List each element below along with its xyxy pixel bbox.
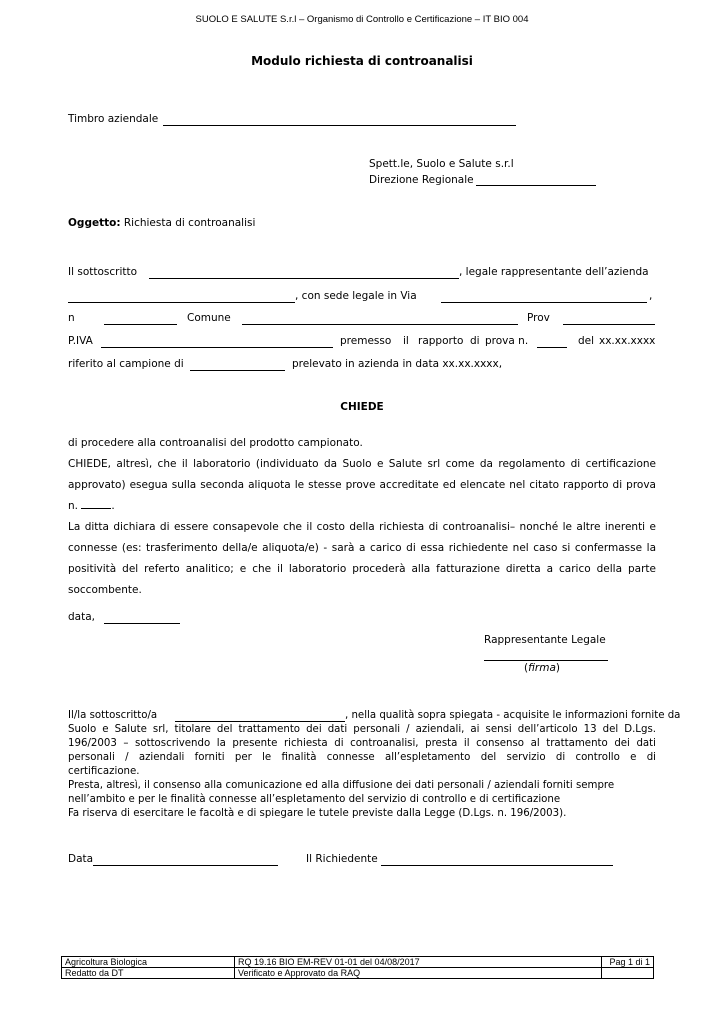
prov-label: Prov	[527, 312, 550, 324]
chiede-heading: CHIEDE	[340, 401, 384, 413]
signature-label: Rappresentante Legale	[484, 634, 606, 646]
il-text: il	[403, 335, 409, 347]
body-p2-end: n. .	[68, 500, 115, 512]
riferito-label: riferito al campione di	[68, 358, 184, 370]
footer-page: Pag 1 di 1	[602, 957, 654, 968]
rapporto-text: rapporto	[418, 335, 464, 347]
bottom-data-field[interactable]	[93, 865, 278, 866]
campione-field[interactable]	[190, 370, 285, 371]
oggetto-text: Richiesta di controanalisi	[123, 217, 256, 229]
consent-line1: Il/la sottoscritto/a , nella qualità sopra spiegata - acquisite le informazioni fornite da	[68, 710, 681, 721]
legale-label: , legale rappresentante dell’azienda	[459, 266, 649, 278]
consent-line7: nell’ambito e per le finalità connesse all’espletamento del servizio di controllo e di certificazione	[68, 794, 561, 805]
azienda-field[interactable]	[68, 302, 295, 303]
body-p2-line2: approvato) esegua sulla seconda aliquota le stesse prove accreditate ed elencate nel citato rapporto di prova	[68, 479, 656, 491]
n-label: n	[68, 312, 75, 324]
del-label: del	[578, 335, 595, 347]
sede-label: , con sede legale in Via	[295, 290, 417, 302]
consent-line6: Presta, altresì, il consenso alla comunicazione ed alla diffusione dei dati personali / aziendali forniti sempre	[68, 780, 615, 791]
timbro-field[interactable]	[163, 125, 516, 126]
prelevato-text: prelevato in azienda in data xx.xx.xxxx,	[292, 358, 503, 370]
body-p3-last: soccombente.	[68, 584, 142, 596]
footer-empty	[602, 968, 654, 979]
address-line1: Spett.le, Suolo e Salute s.r.l	[369, 158, 514, 170]
body-prova-n-field[interactable]	[81, 508, 111, 509]
address-line2: Direzione Regionale	[369, 174, 474, 186]
document-title: Modulo richiesta di controanalisi	[251, 54, 473, 68]
footer-table	[61, 956, 654, 979]
footer-doc-code: RQ 19.16 BIO EM-REV 01-01 del 04/08/2017	[235, 957, 602, 968]
oggetto	[68, 217, 255, 229]
oggetto-label: Oggetto:	[68, 217, 121, 229]
footer-program: Agricoltura Biologica	[62, 957, 235, 968]
richiedente-label: Il Richiedente	[306, 853, 378, 865]
via-comma: ,	[649, 290, 653, 302]
comune-field[interactable]	[242, 324, 518, 325]
sottoscritto-label: Il sottoscritto	[68, 266, 138, 278]
consent-line2: Suolo e Salute srl, titolare del trattamento dei dati personali / aziendali, ai sensi dell’articolo 13 del D.Lgs.	[68, 724, 656, 735]
sottoscritto-field[interactable]	[149, 278, 459, 279]
prov-field[interactable]	[563, 324, 655, 325]
comune-label: Comune	[187, 312, 231, 324]
body-p2-line1: CHIEDE, altresì, che il laboratorio (individuato da Suolo e Salute srl come da regolamento di certificazione	[68, 458, 656, 470]
direzione-regionale-field[interactable]	[476, 185, 596, 186]
premesso-text: premesso	[340, 335, 392, 347]
footer-redatto: Redatto da DT	[62, 968, 235, 979]
page-header: SUOLO E SALUTE S.r.l – Organismo di Controllo e Certificazione – IT BIO 004	[195, 14, 529, 25]
civico-field[interactable]	[104, 324, 177, 325]
piva-field[interactable]	[101, 347, 333, 348]
data-label: data,	[68, 611, 95, 623]
consent-line3: 196/2003 – sottoscrivendo la presente richiesta di controanalisi, presta il consenso al trattamento dei dati	[68, 738, 656, 749]
signature-field[interactable]	[484, 660, 608, 661]
piva-label: P.IVA	[68, 335, 93, 347]
body-text	[68, 433, 656, 601]
via-field[interactable]	[441, 302, 647, 303]
timbro-label: Timbro aziendale	[68, 113, 159, 125]
body-p1: di procedere alla controanalisi del prodotto campionato.	[68, 437, 363, 449]
body-p3-line1: La ditta dichiara di essere consapevole che il costo della richiesta di controanalisi– nonché le altre inerenti e	[68, 521, 656, 533]
prova-n-field[interactable]	[537, 347, 567, 348]
di-text: di	[470, 335, 480, 347]
data-field[interactable]	[104, 623, 180, 624]
firma-caption: (firma)	[524, 662, 560, 674]
consent-line4: personali / aziendali forniti per le finalità connesse all’espletamento del servizio di controllo e di	[68, 752, 656, 763]
consent-name-field[interactable]	[175, 721, 345, 722]
consent-text	[68, 709, 681, 821]
footer-verificato: Verificato e Approvato da RAQ	[235, 968, 602, 979]
body-p3-line3: positività del referto analitico; e che il laboratorio procederà alla fatturazione diretta a carico della parte	[68, 563, 656, 575]
consent-line5: certificazione.	[68, 766, 140, 777]
consent-line8: Fa riserva di esercitare le facoltà e di spiegare le tutele previste dalla Legge (D.Lgs. n. 196/2003).	[68, 808, 567, 819]
del-date: xx.xx.xxxx	[599, 335, 656, 347]
richiedente-field[interactable]	[381, 865, 613, 866]
prova-n-label: prova n.	[485, 335, 529, 347]
body-p3-line2: connesse (es: trasferimento della/e aliquota/e) - sarà a carico di essa richiedente nel caso si confermasse la	[68, 542, 656, 554]
bottom-data-label: Data	[68, 853, 94, 865]
